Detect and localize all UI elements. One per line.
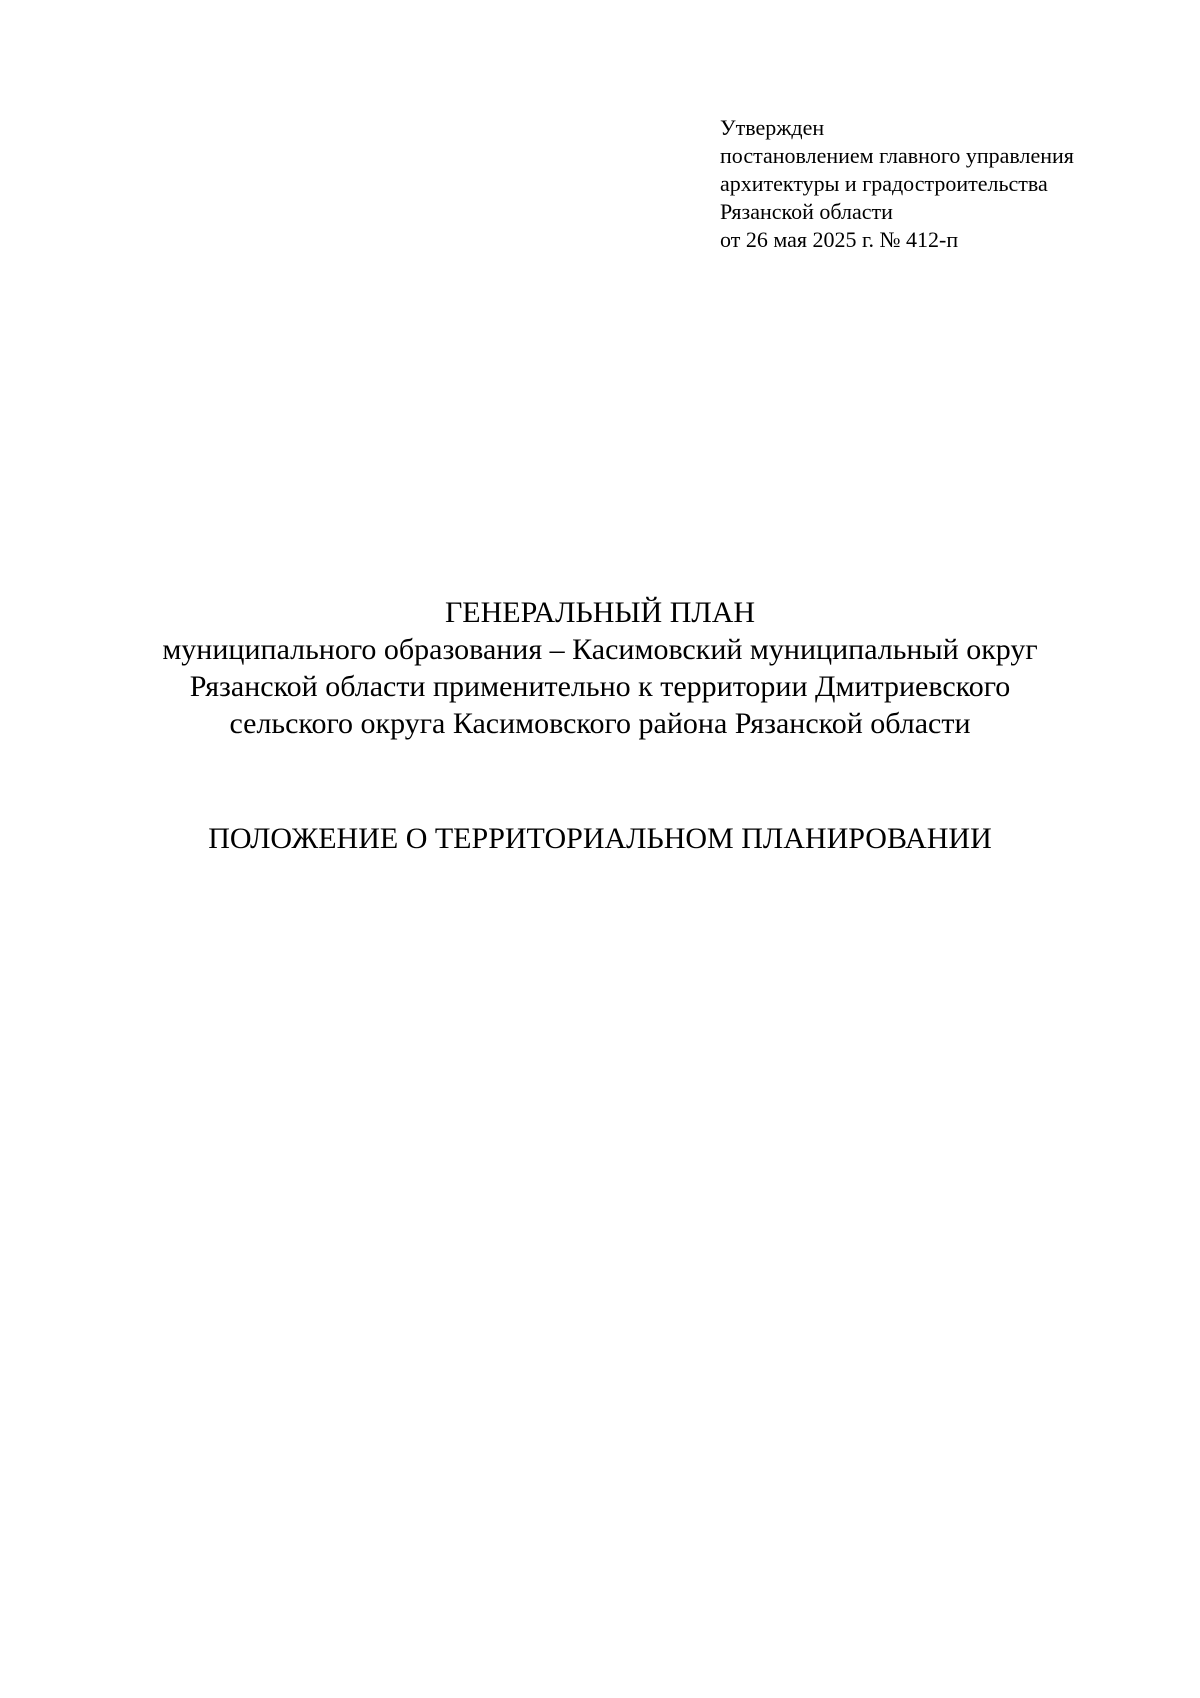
document-subtitle-line: сельского округа Касимовского района Рязанской области xyxy=(229,707,971,740)
approval-stamp xyxy=(720,114,1160,254)
section-title: ПОЛОЖЕНИЕ О ТЕРРИТОРИАЛЬНОМ ПЛАНИРОВАНИИ xyxy=(208,822,992,855)
document-heading: ГЕНЕРАЛЬНЫЙ ПЛАН xyxy=(444,596,756,629)
document-title-block xyxy=(0,594,1200,742)
approval-line: постановлением главного управления xyxy=(720,143,1074,168)
approval-line: архитектуры и градостроительства xyxy=(720,171,1048,196)
approval-date-line: от 26 мая 2025 г. № 412-п xyxy=(720,227,959,252)
document-subtitle-line: муниципального образования – Касимовский муниципальный округ xyxy=(162,633,1038,666)
document-subtitle-line: Рязанской области применительно к территории Дмитриевского xyxy=(189,670,1011,703)
approval-line: Рязанской области xyxy=(720,199,893,224)
approval-line: Утвержден xyxy=(720,115,825,140)
